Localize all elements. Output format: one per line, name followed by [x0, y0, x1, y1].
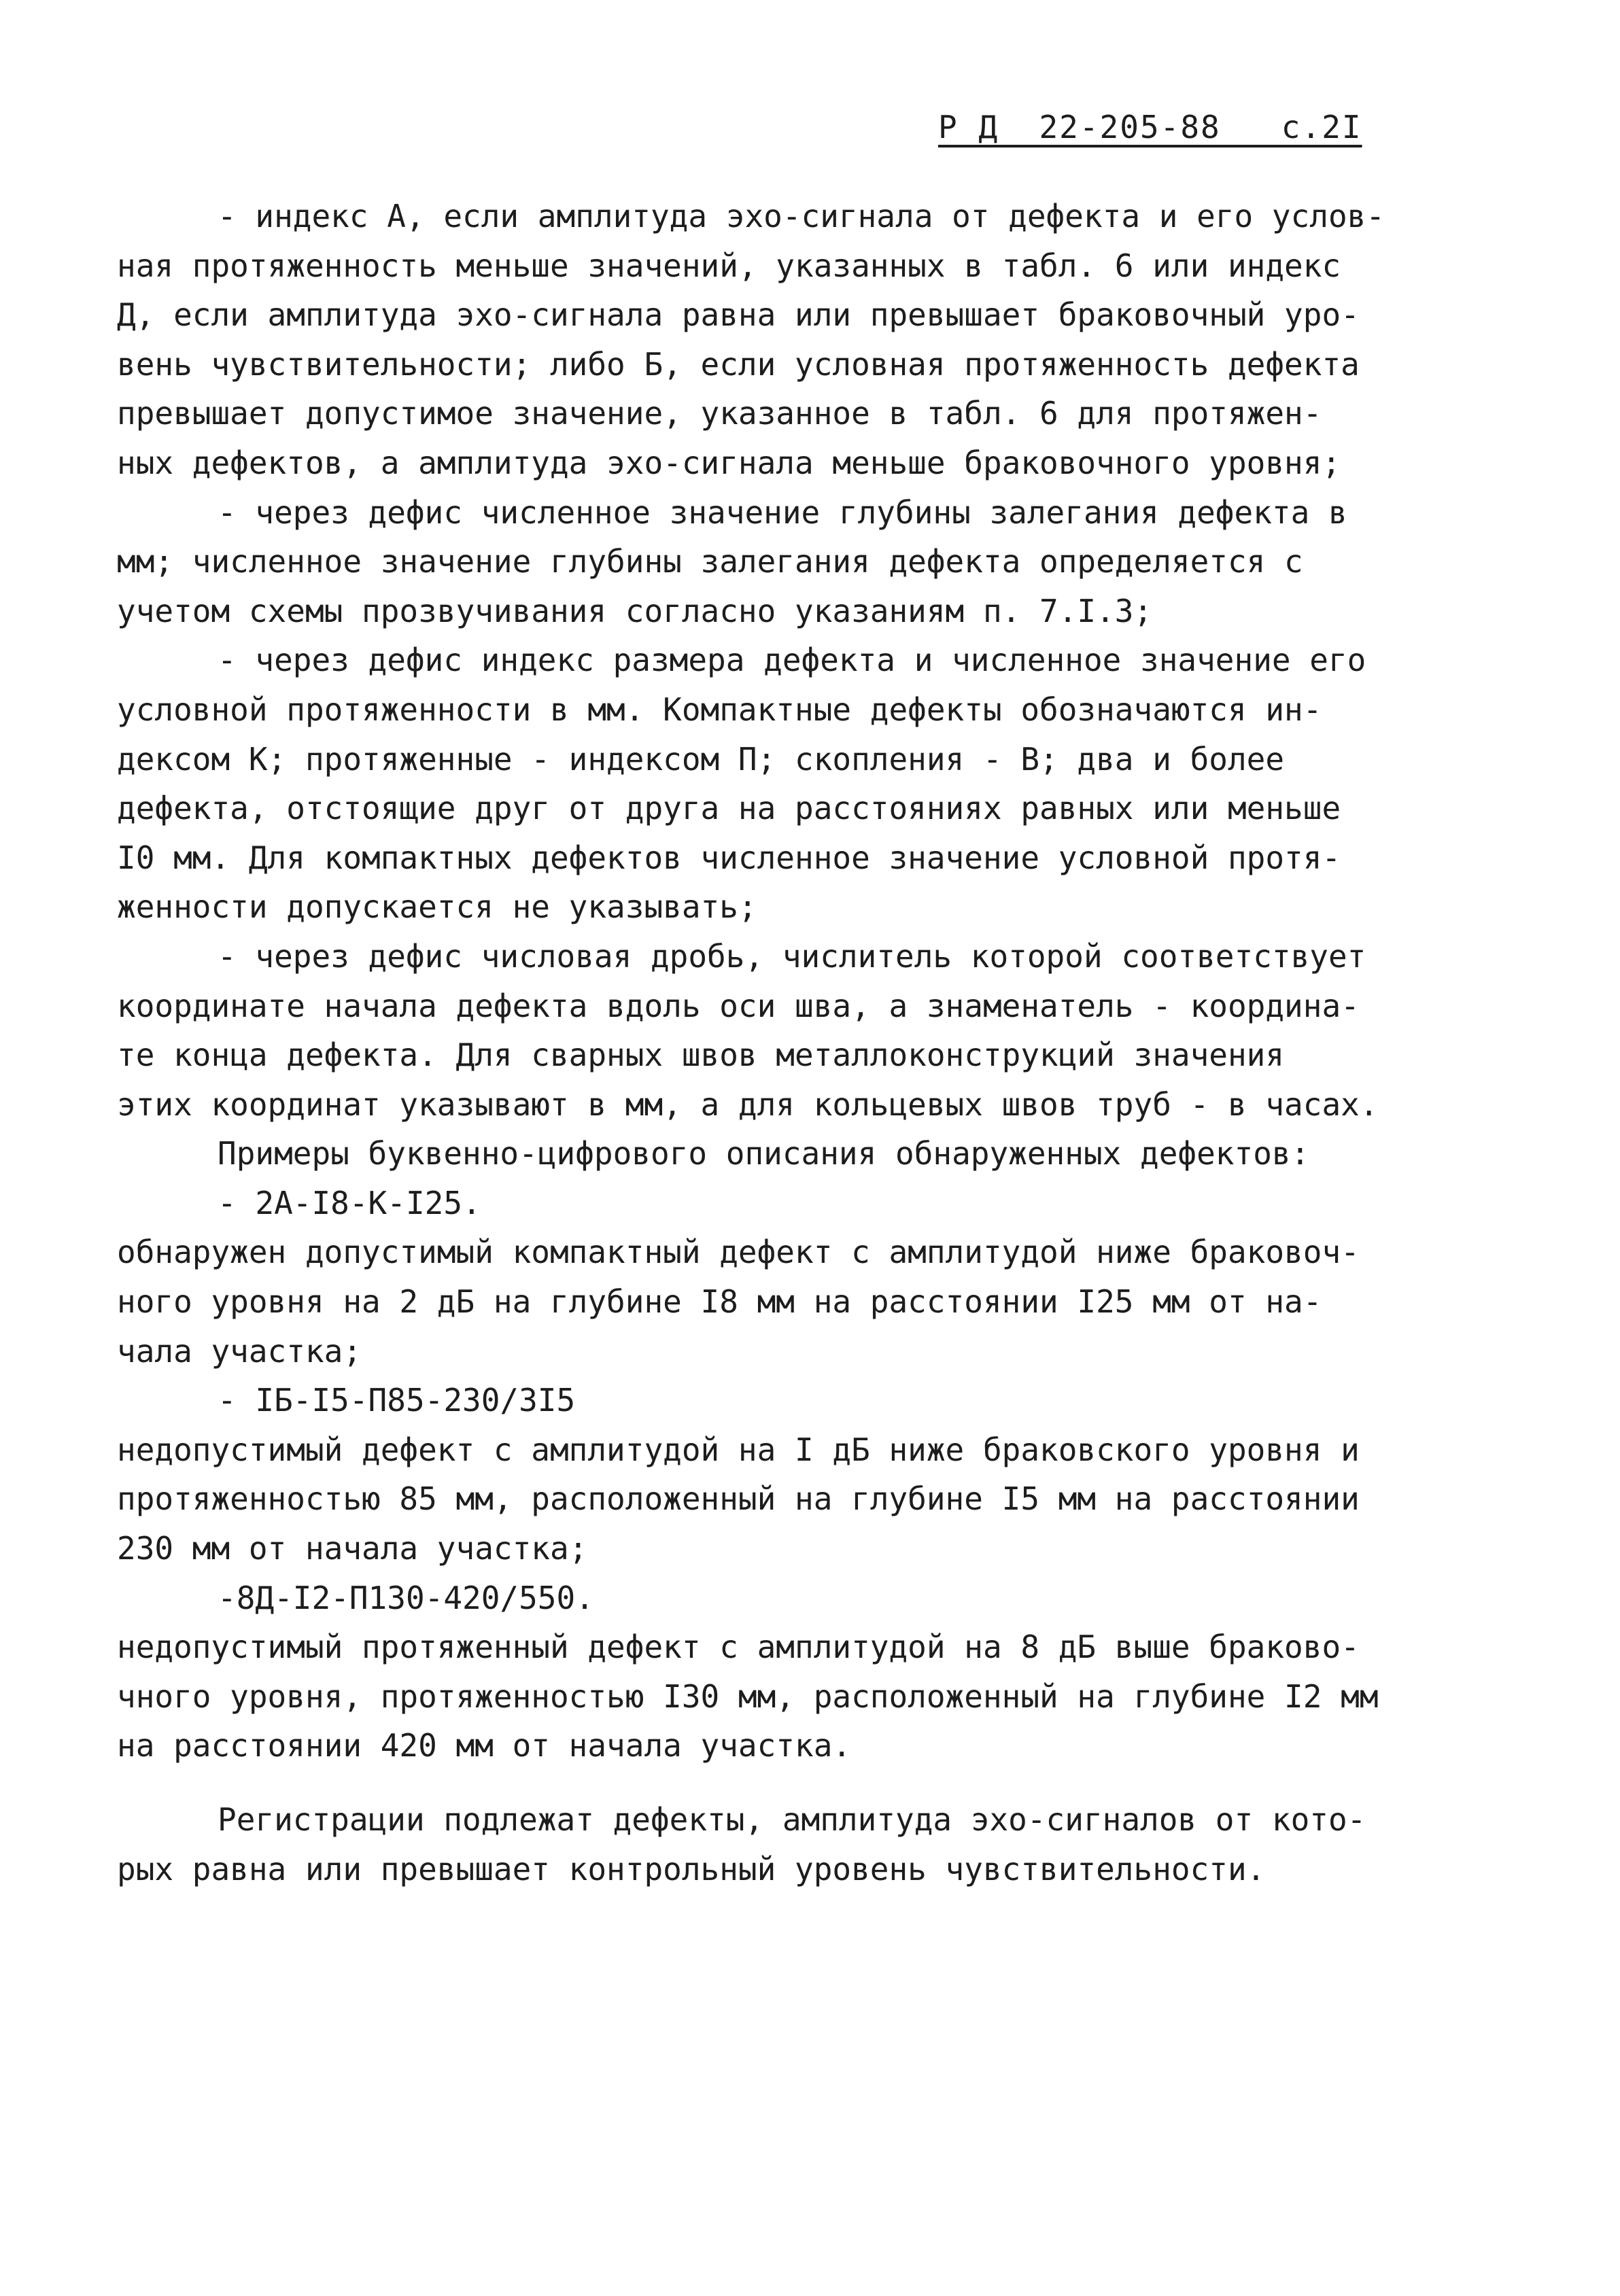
text-line: - через дефис численное значение глубины залегания дефекта в — [218, 493, 1347, 531]
text-line: те конца дефекта. Для сварных швов металлоконструкций значения — [117, 1037, 1285, 1074]
text-line: мм; численное значение глубины залегания дефекта определяется с — [117, 543, 1303, 580]
text-line: Регистрации подлежат дефекты, амплитуда эхо-сигналов от кото- — [218, 1801, 1366, 1838]
page-header: Р Д 22-205-88 с.2I — [938, 109, 1362, 145]
text-line: Примеры буквенно-цифрового описания обнаруженных дефектов: — [218, 1135, 1310, 1172]
text-line: условной протяженности в мм. Компактные дефекты обозначаются ин- — [117, 691, 1322, 728]
text-line: дефекта, отстоящие друг от друга на расстояниях равных или меньше — [117, 790, 1341, 827]
text-line: чного уровня, протяженностью I30 мм, расположенный на глубине I2 мм — [117, 1677, 1379, 1715]
text-line: - через дефис числовая дробь, числитель которой соответствует — [218, 937, 1366, 975]
text-line: вень чувствительности; либо Б, если условная протяженность дефекта — [117, 345, 1360, 383]
text-line: Д, если амплитуда эхо-сигнала равна или превышает браковочный уро- — [117, 296, 1360, 334]
text-line: I0 мм. Для компактных дефектов численное значение условной протя- — [117, 839, 1341, 876]
text-line: ных дефектов, а амплитуда эхо-сигнала меньше браковочного уровня; — [117, 444, 1341, 481]
text-line: - IБ-I5-П85-230/3I5 — [218, 1382, 576, 1419]
text-line: рых равна или превышает контрольный уровень чувствительности. — [117, 1850, 1266, 1888]
text-line: дексом К; протяженные - индексом П; скопления - В; два и более — [117, 740, 1285, 778]
text-line: обнаружен допустимый компактный дефект с амплитудой ниже браковоч- — [117, 1234, 1360, 1271]
text-line: ная протяженность меньше значений, указанных в табл. 6 или индекс — [117, 247, 1341, 284]
text-line: превышает допустимое значение, указанное в табл. 6 для протяжен- — [117, 395, 1322, 432]
text-line: - индекс А, если амплитуда эхо-сигнала от дефекта и его услов- — [218, 198, 1385, 234]
text-line: -8Д-I2-П130-420/550. — [218, 1579, 594, 1616]
text-line: ного уровня на 2 дБ на глубине I8 мм на расстоянии I25 мм от на- — [117, 1283, 1322, 1321]
text-line: чала участка; — [117, 1332, 362, 1370]
text-line: недопустимый протяженный дефект с амплитудой на 8 дБ выше браково- — [117, 1629, 1360, 1666]
body-text — [117, 192, 1524, 1894]
text-line: - 2А-I8-К-I25. — [218, 1184, 481, 1221]
text-line: координате начала дефекта вдоль оси шва, а знаменатель - координа- — [117, 987, 1360, 1024]
text-line: - через дефис индекс размера дефекта и численное значение его — [218, 642, 1366, 679]
text-line: на расстоянии 420 мм от начала участка. — [117, 1727, 852, 1764]
text-line: 230 мм от начала участка; — [117, 1530, 588, 1567]
text-line: недопустимый дефект с амплитудой на I дБ ниже браковского уровня и — [117, 1431, 1360, 1468]
text-line: женности допускается не указывать; — [117, 888, 757, 926]
text-line: этих координат указывают в мм, а для кольцевых швов труб - в часах. — [117, 1085, 1379, 1123]
text-line: протяженностью 85 мм, расположенный на глубине I5 мм на расстоянии — [117, 1480, 1360, 1518]
text-line: учетом схемы прозвучивания согласно указаниям п. 7.I.3; — [117, 592, 1153, 629]
